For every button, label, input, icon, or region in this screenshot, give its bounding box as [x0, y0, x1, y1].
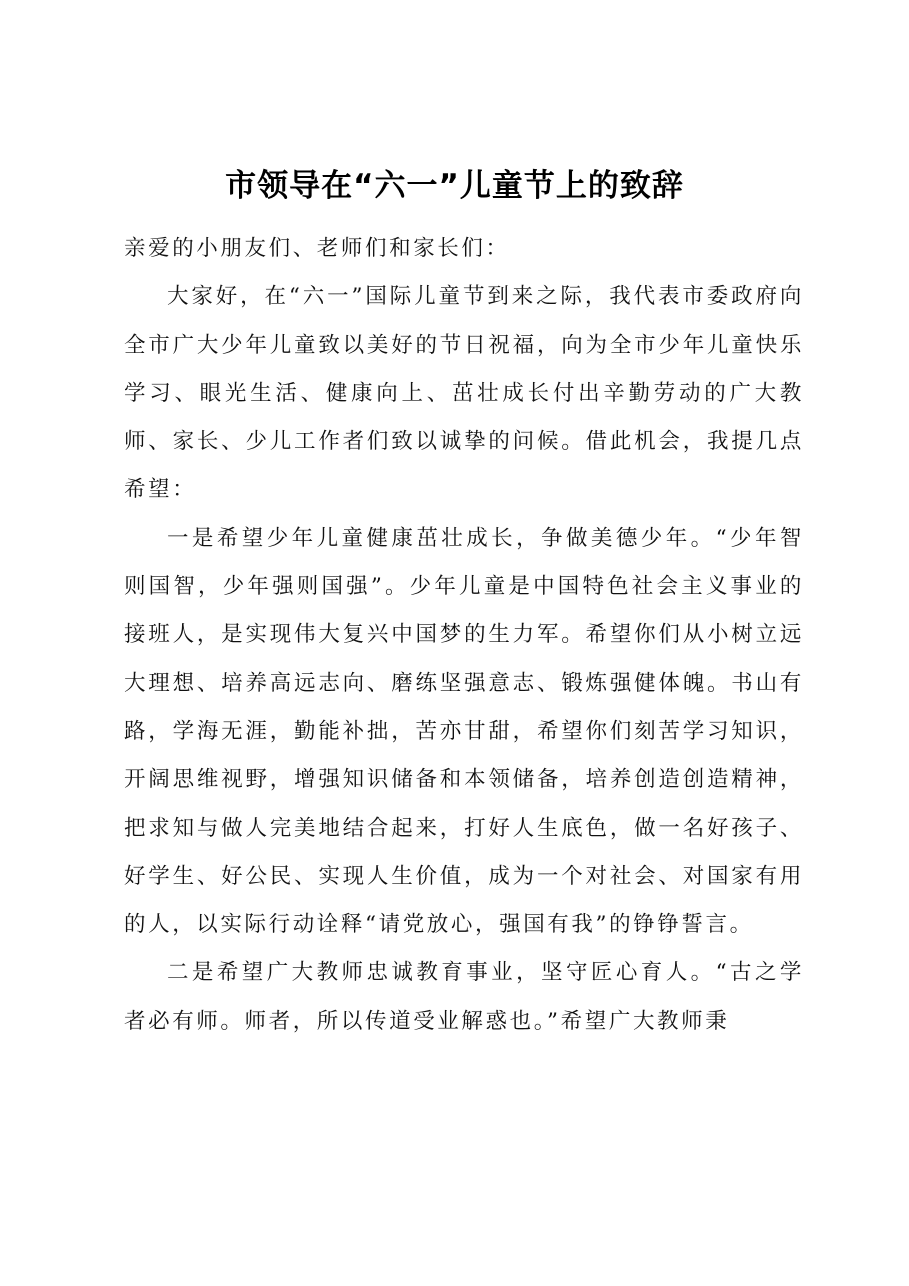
paragraph-hope-children: 一是希望少年儿童健康茁壮成长，争做美德少年。“少年智则国智，少年强则国强”。少年儿童是中国特色社会主义事业的接班人，是实现伟大复兴中国梦的生力军。希望你们从小树立远大理想、培养高远志向、磨练坚强意志、锻炼强健体魄。书山有路，学海无涯，勤能补拙，苦亦甘甜，希望你们刻苦学习知识，开阔思维视野，增强知识储备和本领储备，培养创造创造精神，把求知与做人完美地结合起来，打好人生底色，做一名好孩子、好学生、好公民、实现人生价值，成为一个对社会、对国家有用的人，以实际行动诠释“请党放心，强国有我”的铮铮誓言。	[124, 525, 804, 938]
document-body	[124, 225, 804, 1046]
paragraph-hope-teachers: 二是希望广大教师忠诚教育事业，坚守匠心育人。“古之学者必有师。师者，所以传道受业解惑也。”希望广大教师秉	[124, 960, 804, 1034]
greeting-line: 亲爱的小朋友们、老师们和家长们：	[124, 236, 510, 261]
document-title: 市领导在“六一”儿童节上的致辞	[225, 168, 684, 204]
paragraph-intro: 大家好，在“六一”国际儿童节到来之际，我代表市委政府向全市广大少年儿童致以美好的节日祝福，向为全市少年儿童快乐学习、眼光生活、健康向上、茁壮成长付出辛勤劳动的广大教师、家长、少儿工作者们致以诚挚的问候。借此机会，我提几点希望：	[124, 284, 804, 503]
